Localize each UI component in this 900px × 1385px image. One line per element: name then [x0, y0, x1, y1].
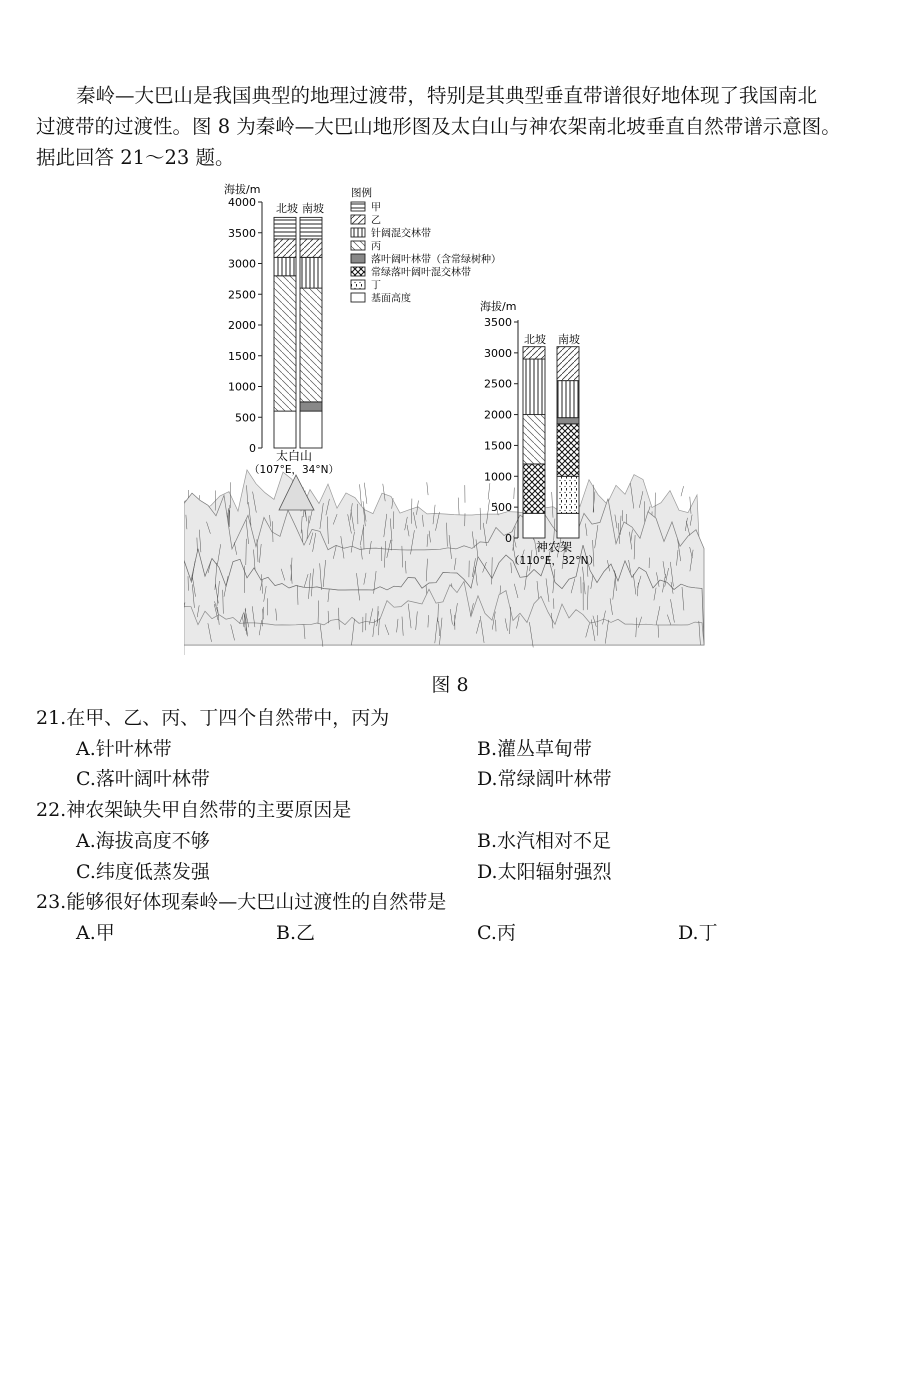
- shennong-north-label: 北坡: [524, 333, 546, 346]
- terrain-hatch: [364, 483, 367, 504]
- y-tick-label: 3500: [484, 316, 512, 329]
- taibai-chart: [224, 182, 339, 476]
- q21-option-c: C.落叶阔叶林带: [76, 768, 210, 790]
- taibai-south-band-bing: [300, 288, 322, 402]
- intro-paragraph: [36, 80, 884, 173]
- question-21-stem: 21.在甲、乙、丙、丁四个自然带中，丙为: [36, 707, 390, 729]
- taibai-north-band-base-elevation: [274, 411, 296, 448]
- y-tick-label: 1500: [228, 349, 256, 363]
- shennong-ylabel: 海拔/m: [480, 300, 517, 313]
- taibai-north-band-bing: [274, 276, 296, 411]
- taibai-south-label: 南坡: [302, 202, 324, 215]
- legend-title: 图例: [351, 187, 372, 199]
- y-tick-label: 0: [505, 532, 512, 545]
- legend-label-yi: 乙: [371, 215, 381, 227]
- question-22-stem: 22.神农架缺失甲自然带的主要原因是: [36, 799, 352, 821]
- legend-swatch-ding: [351, 280, 365, 289]
- taibai-north-band-conifer-broadleaf-mixed: [274, 257, 296, 275]
- y-tick-label: 3000: [228, 257, 256, 271]
- terrain-hatch: [427, 482, 428, 495]
- y-tick-label: 1000: [484, 470, 512, 484]
- legend-label-base-elevation: 基面高度: [371, 293, 411, 305]
- legend-swatch-conifer-broadleaf-mixed: [351, 228, 365, 237]
- q22-option-a: A.海拔高度不够: [76, 830, 210, 852]
- legend-swatch-evergreen-deciduous-mixed: [351, 267, 365, 276]
- legend-label-bing: 丙: [371, 241, 381, 253]
- y-tick-label: 2000: [484, 408, 512, 422]
- intro-line-2: 过渡带的过渡性。图 8 为秦岭—大巴山地形图及太白山与神农架南北坡垂直自然带谱示意图。: [36, 115, 841, 138]
- q22-option-b: B.水汽相对不足: [477, 830, 612, 852]
- intro-line-3: 据此回答 21～23 题。: [36, 146, 235, 169]
- shennong-coords: （110°E，32°N）: [509, 555, 599, 567]
- q23-option-c: C.丙: [477, 922, 516, 944]
- legend-swatch-deciduous-broadleaf: [351, 254, 365, 263]
- taibai-ylabel: 海拔/m: [224, 183, 261, 196]
- taibai-south-band-conifer-broadleaf-mixed: [300, 257, 322, 288]
- y-tick-label: 2500: [484, 377, 512, 391]
- q22-option-c: C.纬度低蒸发强: [76, 861, 210, 883]
- taibai-title: 太白山: [275, 449, 313, 463]
- taibai-north-band-jia: [274, 217, 296, 239]
- q21-option-d: D.常绿阔叶林带: [477, 768, 612, 790]
- figure-8: [184, 170, 724, 670]
- y-tick-label: 500: [235, 411, 256, 425]
- legend-label-conifer-broadleaf-mixed: 针阔混交林带: [371, 228, 431, 240]
- shennong-south-band-ding: [557, 476, 579, 513]
- taibai-south-band-yi: [300, 239, 322, 257]
- terrain-hatch: [458, 498, 459, 515]
- y-tick-label: 1000: [228, 380, 256, 394]
- q22-option-d: D.太阳辐射强烈: [477, 861, 612, 883]
- y-tick-label: 2500: [228, 288, 256, 302]
- shennong-north-band-conifer-broadleaf-mixed: [523, 359, 545, 415]
- y-tick-label: 4000: [228, 196, 256, 209]
- shennong-south-label: 南坡: [558, 333, 580, 346]
- legend: [351, 186, 501, 305]
- shennong-south-band-conifer-broadleaf-mixed: [557, 381, 579, 418]
- y-tick-label: 3500: [228, 226, 256, 240]
- y-tick-label: 2000: [228, 319, 256, 332]
- intro-line-1: 秦岭—大巴山是我国典型的地理过渡带，特别是其典型垂直带谱很好地体现了我国南北: [76, 84, 818, 107]
- q23-option-a: A.甲: [76, 922, 115, 944]
- shennong-south-band-yi: [557, 347, 579, 381]
- taibai-north-label: 北坡: [276, 202, 298, 215]
- legend-swatch-base-elevation: [351, 293, 365, 302]
- legend-swatch-jia: [351, 202, 365, 211]
- legend-label-jia: 甲: [371, 202, 381, 214]
- legend-swatch-yi: [351, 215, 365, 224]
- taibai-north-band-yi: [274, 239, 296, 257]
- y-tick-label: 1500: [484, 439, 512, 453]
- y-tick-label: 0: [249, 442, 256, 455]
- shennong-north-band-evergreen-deciduous-mixed: [523, 464, 545, 513]
- terrain-hatch: [360, 484, 362, 506]
- q23-option-b: B.乙: [276, 922, 316, 944]
- shennong-north-band-base-elevation: [523, 513, 545, 538]
- question-23-stem: 23.能够很好体现秦岭—大巴山过渡性的自然带是: [36, 891, 447, 913]
- legend-label-evergreen-deciduous-mixed: 常绿落叶阔叶混交林带: [371, 267, 471, 279]
- terrain-hatch: [488, 483, 490, 499]
- figure-caption: 图 8: [431, 674, 469, 696]
- legend-label-deciduous-broadleaf: 落叶阔叶林带（含常绿树种）: [371, 254, 501, 266]
- taibai-south-band-jia: [300, 217, 322, 239]
- shennong-north-band-bing: [523, 415, 545, 464]
- shennong-north-band-yi: [523, 347, 545, 359]
- y-tick-label: 500: [491, 501, 512, 515]
- q23-option-d: D.丁: [678, 922, 718, 944]
- taibai-south-band-base-elevation: [300, 411, 322, 448]
- q21-option-b: B.灌丛草甸带: [477, 738, 593, 760]
- taibai-south-band-deciduous-broadleaf: [300, 402, 322, 411]
- legend-swatch-bing: [351, 241, 365, 250]
- mountain-terrain-illustration: [184, 470, 704, 655]
- shennong-south-band-deciduous-broadleaf: [557, 418, 579, 424]
- shennong-title: 神农架: [535, 540, 573, 554]
- taibai-coords: （107°E，34°N）: [249, 464, 339, 476]
- q21-option-a: A.针叶林带: [76, 738, 172, 760]
- legend-label-ding: 丁: [371, 280, 381, 292]
- terrain-hatch: [514, 488, 515, 499]
- y-tick-label: 3000: [484, 346, 512, 360]
- shennong-south-band-base-elevation: [557, 513, 579, 538]
- shennong-south-band-evergreen-deciduous-mixed: [557, 424, 579, 476]
- terrain-hatch: [681, 486, 684, 496]
